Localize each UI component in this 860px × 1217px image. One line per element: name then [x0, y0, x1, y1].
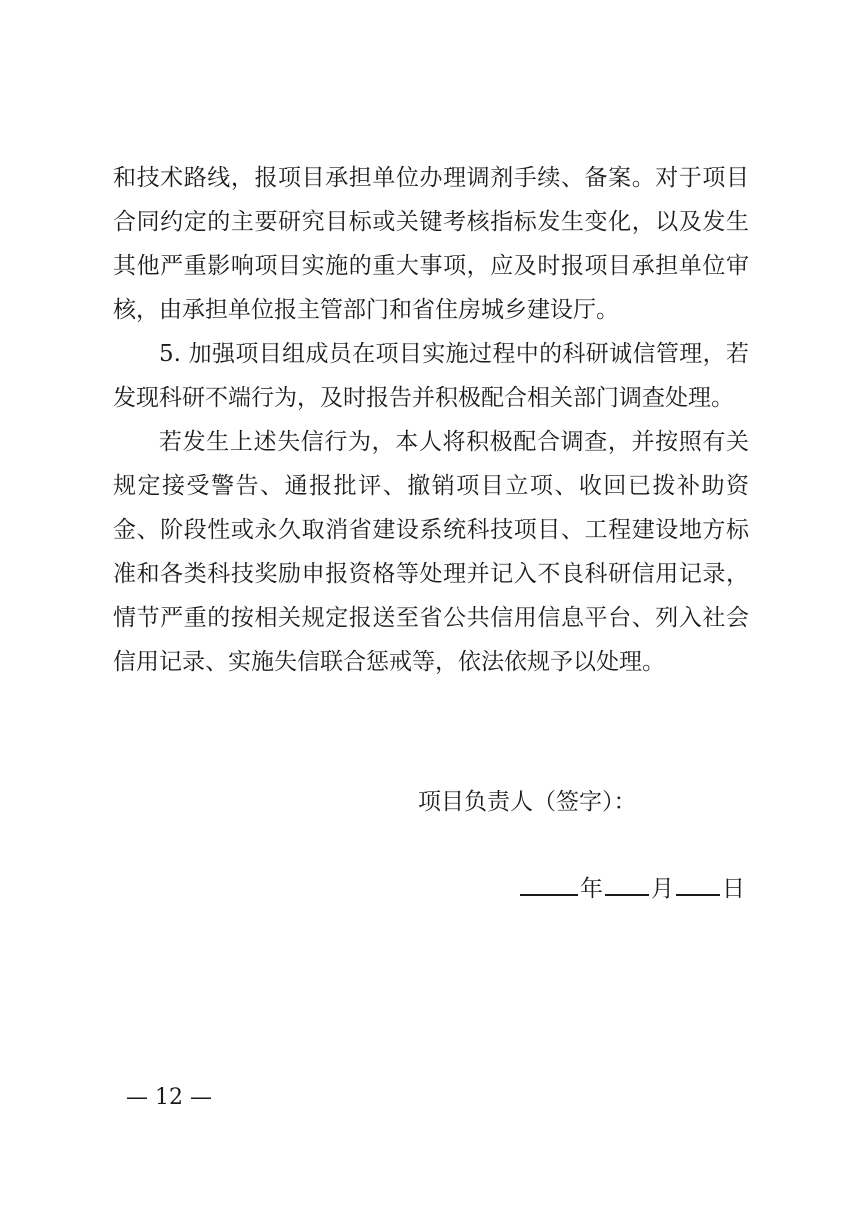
document-body [113, 156, 749, 684]
day-blank [676, 872, 720, 896]
paragraph-penalty: 若发生上述失信行为，本人将积极配合调查，并按照有关规定接受警告、通报批评、撤销项目立项、收回已拨补助资金、阶段性或永久取消省建设系统科技项目、工程建设地方标准和各类科技奖励申报资格等处理并记入不良科研信用记录，情节严重的按相关规定报送至省公共信用信息平台、列入社会信用记录、实施失信联合惩戒等，依法依规予以处理。 [113, 429, 749, 675]
signature-label: 项目负责人（签字）： [418, 789, 637, 815]
paragraph-item-5: 5. 加强项目组成员在项目实施过程中的科研诚信管理，若发现科研不端行为，及时报告并积极配合相关部门调查处理。 [113, 341, 749, 411]
paragraph-continuation: 和技术路线，报项目承担单位办理调剂手续、备案。对于项目合同约定的主要研究目标或关键考核指标发生变化，以及发生其他严重影响项目实施的重大事项，应及时报项目承担单位审核，由承担单位报主管部门和省住房城乡建设厅。 [113, 165, 749, 323]
month-blank [605, 872, 649, 896]
signature-line [418, 786, 637, 818]
year-blank [520, 872, 578, 896]
page-number: — 12 — [126, 1085, 212, 1110]
day-label: 日 [722, 876, 745, 902]
month-label: 月 [651, 876, 674, 902]
year-label: 年 [580, 876, 603, 902]
date-line [518, 872, 745, 905]
